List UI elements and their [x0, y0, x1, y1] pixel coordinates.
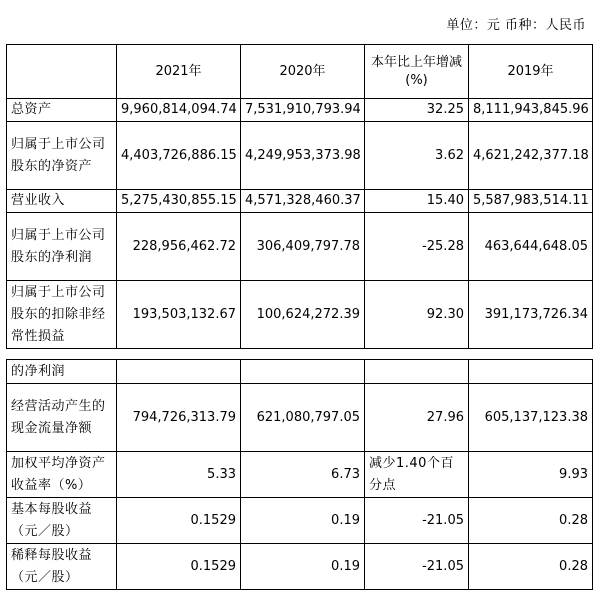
cell-change: 32.25 — [365, 99, 469, 122]
cell-2019: 8,111,943,845.96 — [469, 99, 593, 122]
table-row — [7, 213, 593, 281]
header-cell-2019: 2019年 — [469, 45, 593, 99]
cell-2020: 0.19 — [241, 498, 365, 544]
cell-2019: 605,137,123.38 — [469, 384, 593, 452]
cell-change: 27.96 — [365, 384, 469, 452]
cell-2020: 4,571,328,460.37 — [241, 190, 365, 213]
table-row — [7, 384, 593, 452]
row-label: 总资产 — [7, 99, 117, 122]
table-row — [7, 452, 593, 498]
header-cell-2020: 2020年 — [241, 45, 365, 99]
row-label: 经营活动产生的现金流量净额 — [7, 384, 117, 452]
row-label: 基本每股收益（元／股） — [7, 498, 117, 544]
cell-change: 减少1.40个百分点 — [365, 452, 469, 498]
cell-2021: 5.33 — [117, 452, 241, 498]
cell-2021: 4,403,726,886.15 — [117, 122, 241, 190]
key-financial-data-table — [6, 44, 593, 590]
cell-2021 — [117, 360, 241, 384]
cell-2020: 4,249,953,373.98 — [241, 122, 365, 190]
cell-2021: 9,960,814,094.74 — [117, 99, 241, 122]
header-row — [7, 45, 593, 99]
cell-2021: 228,956,462.72 — [117, 213, 241, 281]
table-gap — [7, 349, 593, 360]
cell-2019: 391,173,726.34 — [469, 281, 593, 349]
row-label: 归属于上市公司股东的净资产 — [7, 122, 117, 190]
table-row — [7, 99, 593, 122]
cell-2021: 0.1529 — [117, 544, 241, 590]
row-label: 归属于上市公司股东的扣除非经常性损益 — [7, 281, 117, 349]
header-cell-blank — [7, 45, 117, 99]
row-label: 加权平均净资产收益率（%） — [7, 452, 117, 498]
cell-2020: 6.73 — [241, 452, 365, 498]
table-row — [7, 360, 593, 384]
header-cell-change: 本年比上年增减(%) — [365, 45, 469, 99]
row-label: 营业收入 — [7, 190, 117, 213]
cell-2019: 463,644,648.05 — [469, 213, 593, 281]
cell-2019 — [469, 360, 593, 384]
cell-2019: 5,587,983,514.11 — [469, 190, 593, 213]
cell-2020: 0.19 — [241, 544, 365, 590]
row-label: 稀释每股收益（元／股） — [7, 544, 117, 590]
table-row — [7, 281, 593, 349]
cell-change: -21.05 — [365, 544, 469, 590]
cell-2019: 9.93 — [469, 452, 593, 498]
row-label: 归属于上市公司股东的净利润 — [7, 213, 117, 281]
cell-2020: 306,409,797.78 — [241, 213, 365, 281]
cell-change: 3.62 — [365, 122, 469, 190]
cell-change: -25.28 — [365, 213, 469, 281]
cell-change: 92.30 — [365, 281, 469, 349]
cell-2020: 100,624,272.39 — [241, 281, 365, 349]
cell-2021: 0.1529 — [117, 498, 241, 544]
cell-2021: 5,275,430,855.15 — [117, 190, 241, 213]
cell-2020 — [241, 360, 365, 384]
row-label: 的净利润 — [7, 360, 117, 384]
table-row — [7, 498, 593, 544]
cell-2019: 0.28 — [469, 498, 593, 544]
currency-unit-note: 单位：元 币种：人民币 — [446, 18, 586, 33]
table-row — [7, 544, 593, 590]
cell-2020: 621,080,797.05 — [241, 384, 365, 452]
table-row — [7, 122, 593, 190]
financial-table-wrapper — [6, 44, 592, 590]
cell-2019: 4,621,242,377.18 — [469, 122, 593, 190]
cell-change — [365, 360, 469, 384]
cell-change: 15.40 — [365, 190, 469, 213]
cell-change: -21.05 — [365, 498, 469, 544]
cell-2019: 0.28 — [469, 544, 593, 590]
header-cell-2021: 2021年 — [117, 45, 241, 99]
cell-2020: 7,531,910,793.94 — [241, 99, 365, 122]
page-break-gap — [7, 349, 593, 360]
table-row — [7, 190, 593, 213]
cell-2021: 794,726,313.79 — [117, 384, 241, 452]
cell-2021: 193,503,132.67 — [117, 281, 241, 349]
